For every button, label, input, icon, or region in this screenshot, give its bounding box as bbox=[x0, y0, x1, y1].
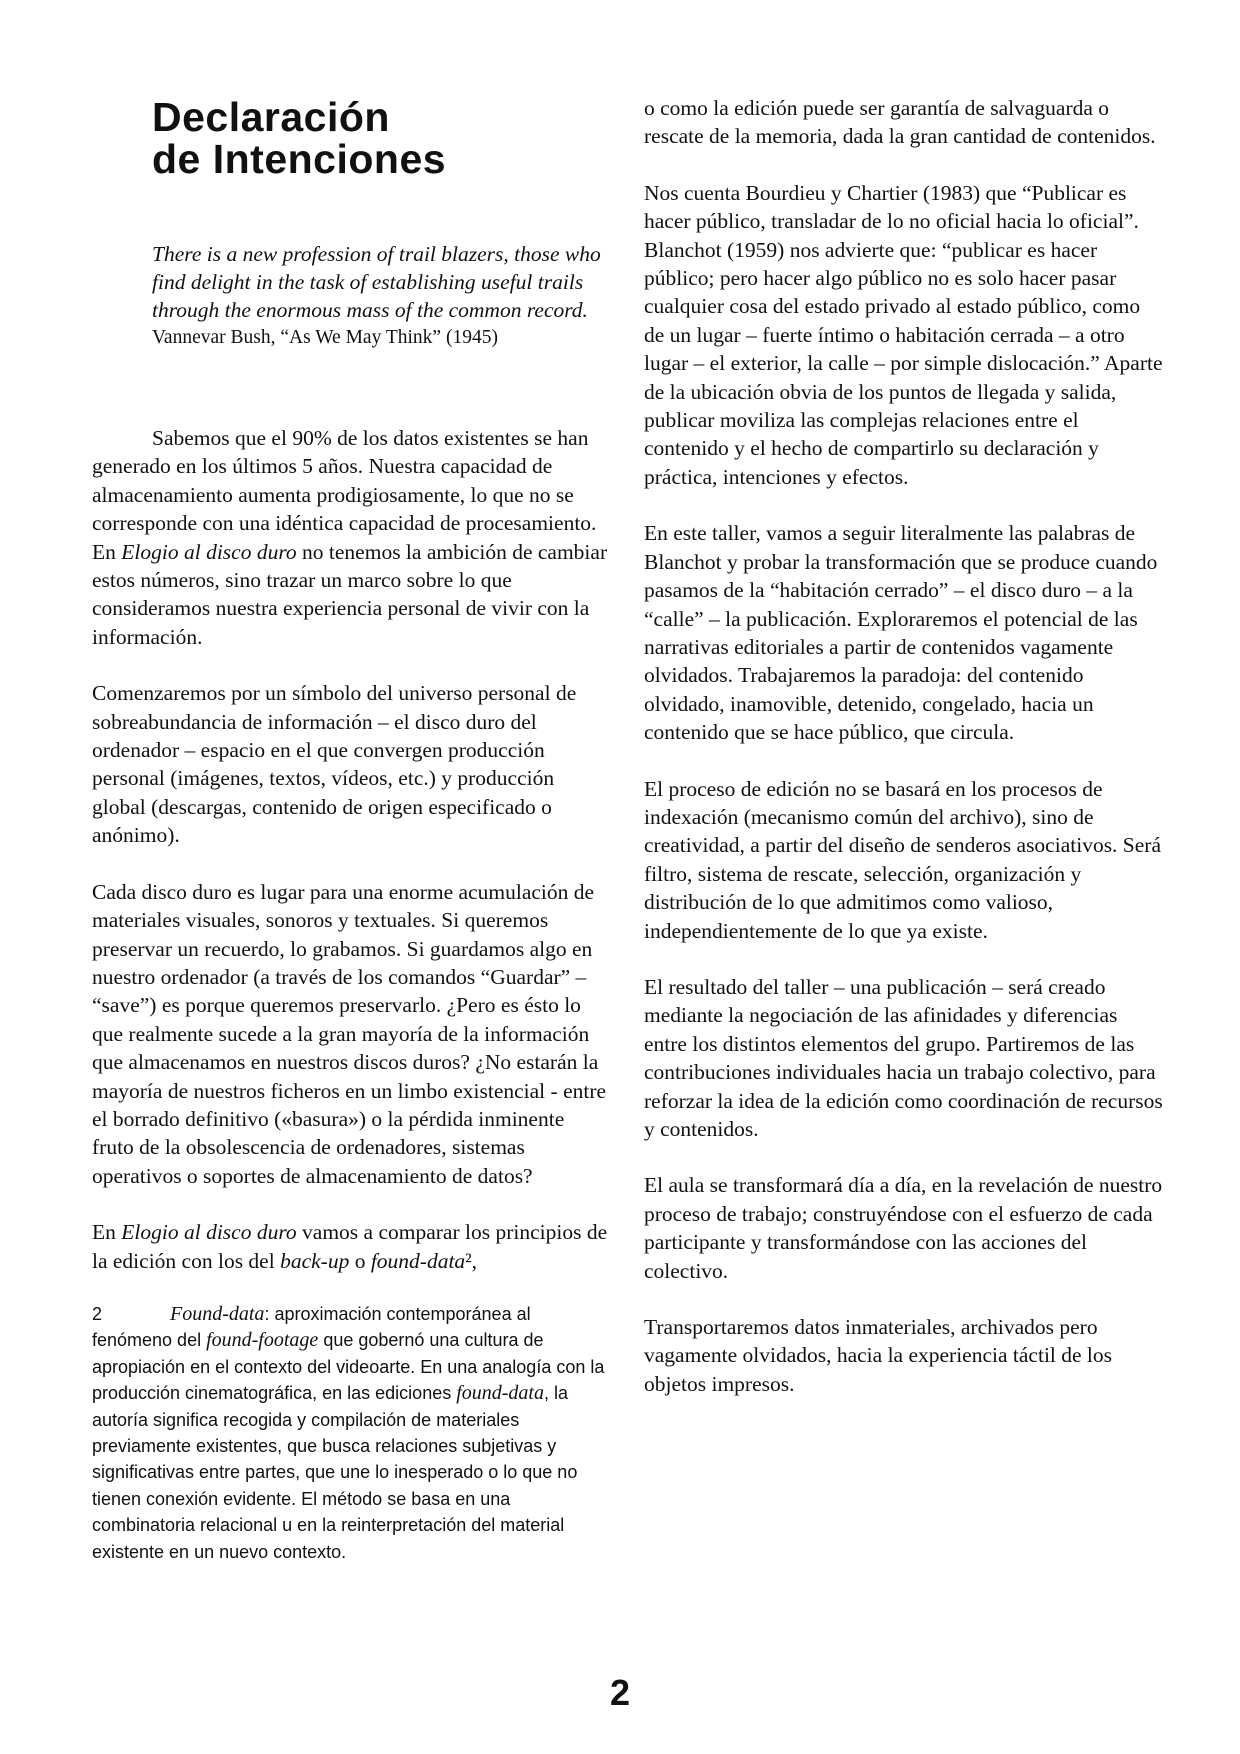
footnote-number: 2 bbox=[92, 1303, 103, 1324]
left-paragraph-2: Comenzaremos por un símbolo del universo personal de sobreabundancia de información – el disco duro del ordenador – espacio en el que convergen producción personal (imágenes, textos, vídeos, etc.) y producción global (descargas, contenido de origen especificado o anónimo). bbox=[92, 681, 577, 848]
right-paragraph-5: El resultado del taller – una publicación – será creado mediante la negociación de las afinidades y diferencias entre los distintos elementos del grupo. Partiremos de las contribuciones individuales hacia un trabajo colectivo, para reforzar la idea de la edición como coordinación de recursos y contenidos. bbox=[644, 974, 1163, 1141]
left-p4-em1: Elogio al disco duro bbox=[121, 1220, 297, 1245]
footnote-em2: found-footage bbox=[206, 1329, 319, 1352]
left-p4-c: o bbox=[349, 1248, 371, 1273]
left-p4-d: ², bbox=[465, 1248, 478, 1273]
epigraph-source: Vannevar Bush, “As We May Think” (1945) bbox=[152, 327, 498, 348]
footnote-t1: : aproximación contemporánea al fenómeno del bbox=[92, 1303, 531, 1351]
footnote-t2: que gobernó una cultura de apropiación en el contexto del videoarte. En una analogía con la producción cinematográfica, en las ediciones bbox=[92, 1330, 605, 1404]
footnote-em1: Found-data bbox=[170, 1302, 265, 1325]
epigraph-quote: There is a new profession of trail blazers, those who find delight in the task of establishing useful trails through the enormous mass of the common record. bbox=[152, 242, 601, 322]
left-paragraph-4 bbox=[92, 1218, 610, 1275]
page-title bbox=[152, 96, 610, 180]
right-paragraph-2: Nos cuenta Bourdieu y Chartier (1983) que “Publicar es hacer público, transladar de lo no oficial hacia lo oficial”. Blanchot (1959) nos advierte que: “publicar es hacer público; pero hacer algo público no es solo hacer pasar cualquier cosa del estado privado al estado público, como de un lugar – fuerte íntimo o habitación cerrada – a otro lugar – el exterior, la calle – por simple dislocación.” Aparte de la ubicación obvia de los puntos de llegada y salida, publicar moviliza las complejas relaciones entre el contenido y el hecho de compartirlo su declaración y práctica, intenciones y efectos. bbox=[644, 180, 1163, 489]
left-paragraph-1 bbox=[92, 424, 610, 651]
left-p1-text: Sabemos que el 90% de los datos existentes se han generado en los últimos 5 años. Nuestra capacidad de almacenamiento aumenta prodigiosamente, lo que no se corresponde con una idéntica capacidad de procesamiento. En bbox=[92, 426, 597, 564]
right-paragraph-6: El aula se transformará día a día, en la revelación de nuestro proceso de trabajo; construyéndose con el esfuerzo de cada participante y transformándose con las acciones del colectivo. bbox=[644, 1173, 1163, 1283]
right-paragraph-4: El proceso de edición no se basará en los procesos de indexación (mecanismo común del archivo), sino de creatividad, a partir del diseño de senderos asociativos. Será filtro, sistema de rescate, selección, organización y distribución de lo que admitimos como valioso, independientemente de lo que ya existe. bbox=[644, 776, 1162, 943]
left-column bbox=[92, 96, 610, 1565]
left-p4-a: En bbox=[92, 1220, 122, 1245]
left-paragraph-3: Cada disco duro es lugar para una enorme acumulación de materiales visuales, sonoros y textuales. Si queremos preservar un recuerdo, lo grabamos. Si guardamos algo en nuestro ordenador (a través de los comandos “Guardar” – “save”) es porque queremos preservarlo. ¿Pero es ésto lo que realmente sucede a la gran mayoría de la información que almacenamos en nuestros discos duros? ¿No estarán la mayoría de nuestros ficheros en un limbo existencial - entre el borrado definitivo («basura») o la pérdida inminente fruto de la obsolescencia de ordenadores, sistemas operativos o soportes de almacenamiento de datos? bbox=[92, 879, 607, 1188]
epigraph bbox=[152, 240, 612, 352]
left-p1-tail: no tenemos la ambición de cambiar estos números, sino trazar un marco sobre lo que consideramos nuestra experiencia personal de vivir con la información. bbox=[92, 539, 608, 649]
footnote-em3: found-data bbox=[456, 1382, 544, 1405]
left-p4-em2: back-up bbox=[280, 1248, 350, 1273]
left-p4-em3: found-data bbox=[370, 1248, 466, 1273]
title-line-2: de Intenciones bbox=[152, 136, 447, 182]
right-paragraph-7: Transportaremos datos inmateriales, archivados pero vagamente olvidados, hacia la experiencia táctil de los objetos impresos. bbox=[644, 1315, 1113, 1396]
right-paragraph-1: o como la edición puede ser garantía de salvaguarda o rescate de la memoria, dada la gran cantidad de contenidos. bbox=[644, 96, 1156, 149]
footnote bbox=[92, 1301, 612, 1565]
page-number: 2 bbox=[609, 1672, 631, 1713]
footnote-t3: , la autoría significa recogida y compilación de materiales previamente existentes, que busca relaciones subjetivas y significativas entre partes, que une lo inesperado o lo que no tienen conexión evidente. El método se basa en una combinatoria relacional u en la reinterpretación del material existente en un nuevo contexto. bbox=[92, 1383, 578, 1562]
title-line-1: Declaración bbox=[152, 94, 390, 140]
right-column bbox=[644, 94, 1164, 1398]
left-p4-b: vamos a comparar los principios de la edición con los del bbox=[92, 1220, 608, 1273]
left-p1-title-em: Elogio al disco duro bbox=[121, 539, 297, 564]
right-paragraph-3: En este taller, vamos a seguir literalmente las palabras de Blanchot y probar la transformación que se produce cuando pasamos de la “habitación cerrado” – el disco duro – a la “calle” – la publicación. Exploraremos el potencial de las narrativas editoriales a partir de contenidos vagamente olvidados. Trabajaremos la paradoja: del contenido olvidado, inamovible, detenido, congelado, hacia un contenido que se hace público, que circula. bbox=[644, 521, 1158, 745]
